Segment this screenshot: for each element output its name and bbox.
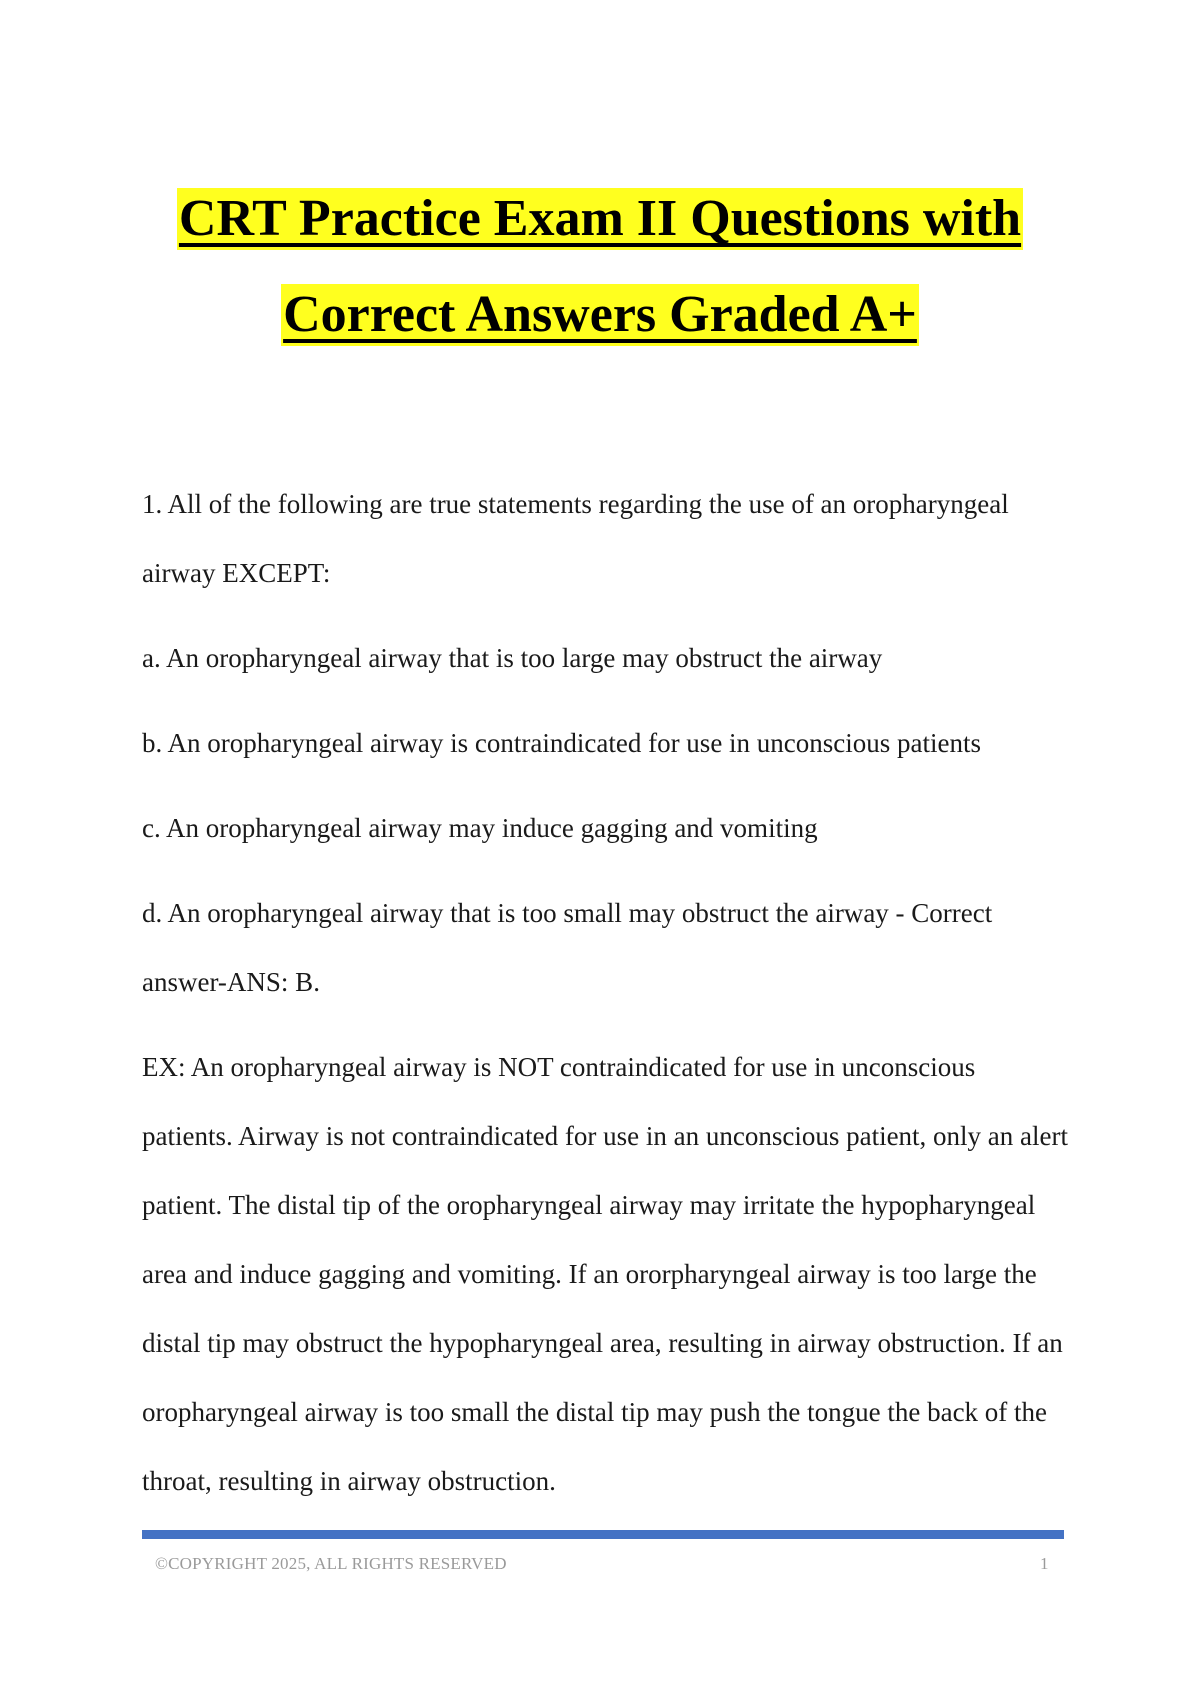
option-d: d. An oropharyngeal airway that is too small may obstruct the airway - Correct answer-ANS: B. — [142, 898, 993, 997]
question-text: 1. All of the following are true statements regarding the use of an oropharyngeal airway EXCEPT: — [142, 489, 1009, 588]
option-b: b. An oropharyngeal airway is contraindicated for use in unconscious patients — [142, 728, 982, 758]
option-a: a. An oropharyngeal airway that is too large may obstruct the airway — [142, 643, 883, 673]
explanation-text: EX: An oropharyngeal airway is NOT contraindicated for use in unconscious patients. Airway is not contraindicated for use in an unconscious patient, only an alert patient. The distal tip of the oropharyngeal airway may irritate the hypopharyngeal area and induce gagging and vomiting. If an ororpharyngeal airway is too large the distal tip may obstruct the hypopharyngeal area, resulting in airway obstruction. If an oropharyngeal airway is too small the distal tip may push the tongue the back of the throat, resulting in airway obstruction. — [142, 1052, 1069, 1496]
title-line-1: CRT Practice Exam II Questions with — [177, 188, 1023, 250]
title-line-2: Correct Answers Graded A+ — [281, 284, 919, 346]
option-c: c. An oropharyngeal airway may induce gagging and vomiting — [142, 813, 818, 843]
copyright-notice: ©COPYRIGHT 2025, ALL RIGHTS RESERVED — [155, 1554, 507, 1573]
document-title — [0, 188, 1200, 346]
document-body — [142, 470, 1072, 1532]
page-number: 1 — [1040, 1554, 1049, 1573]
footer-divider — [142, 1530, 1064, 1539]
